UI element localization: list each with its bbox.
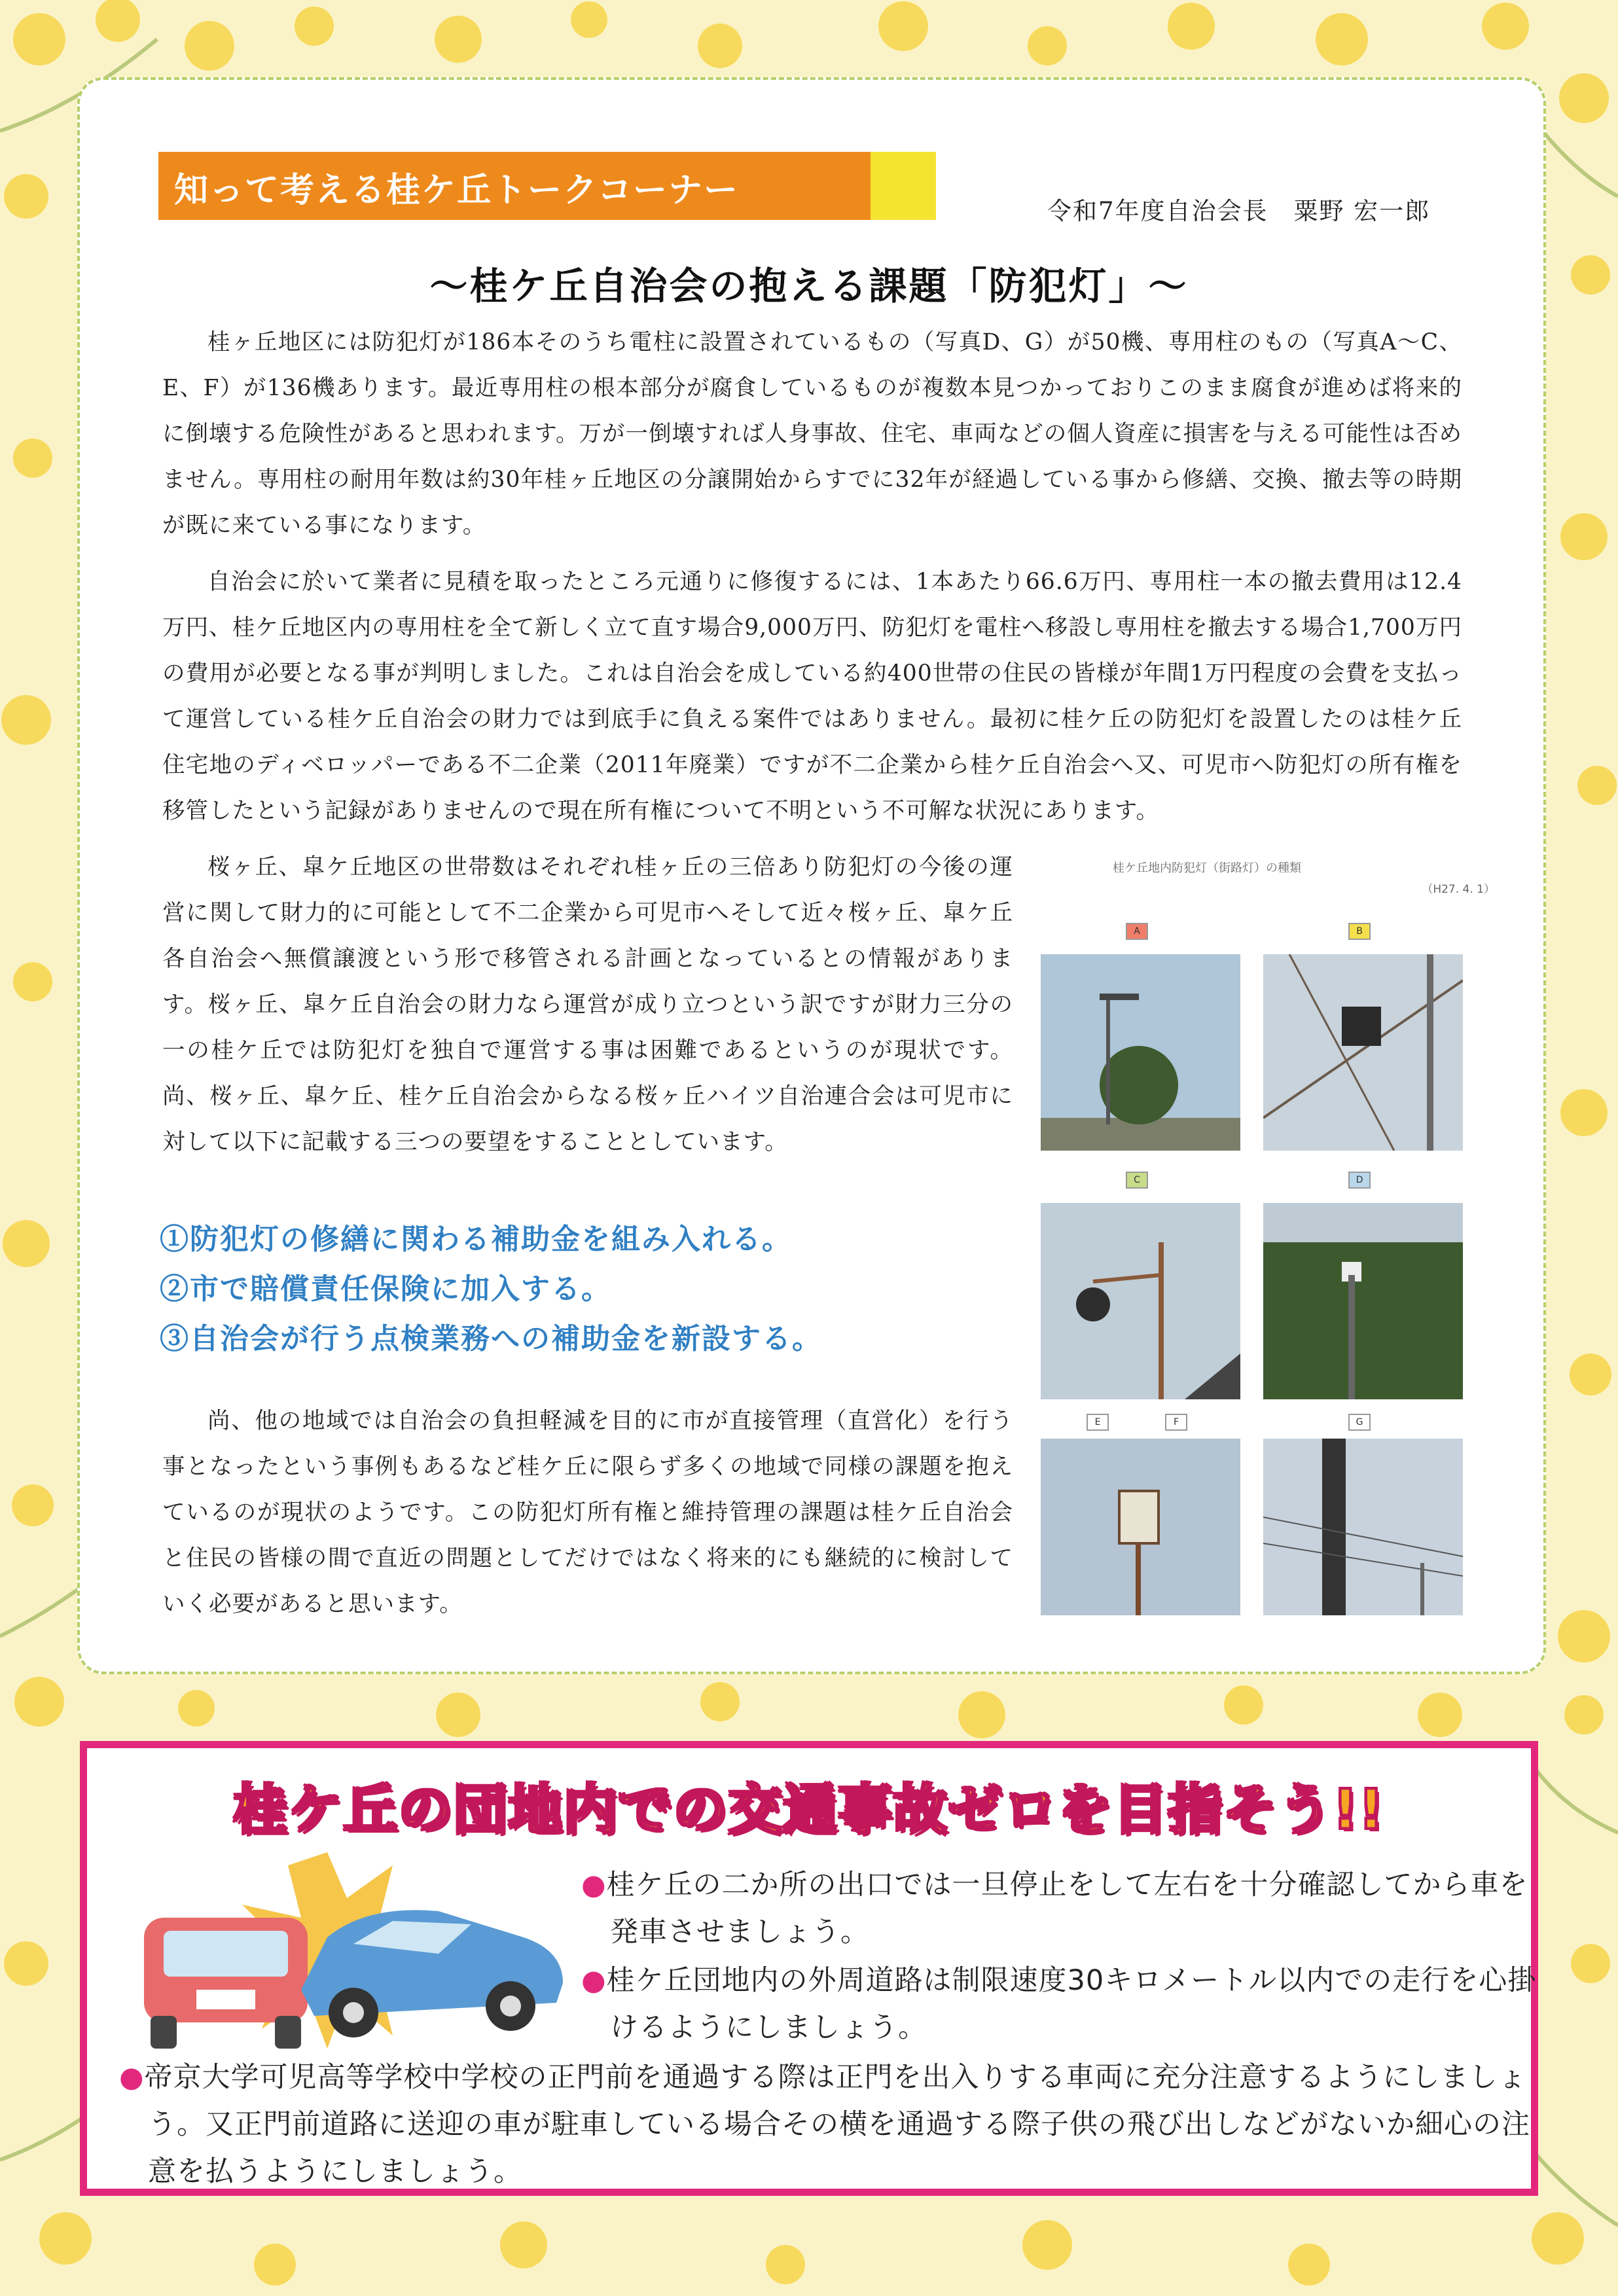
car-crash-illustration xyxy=(131,1839,576,2055)
photo-label: B xyxy=(1348,923,1371,940)
banner-title: 知って考える桂ケ丘トークコーナー xyxy=(174,171,739,210)
banner-accent xyxy=(871,152,936,220)
photo-a xyxy=(1041,954,1240,1151)
bullet-dot: ● xyxy=(581,1964,607,1997)
photo-label: F xyxy=(1165,1414,1187,1431)
red-car-icon xyxy=(144,1918,308,2049)
article-title: ～桂ケ丘自治会の抱える課題「防犯灯」～ xyxy=(429,264,1189,308)
bullet-text: 桂ケ丘の二か所の出口では一旦停止をして左右を十分確認してから車を発車させましょう。 xyxy=(606,1869,1528,1948)
figure-caption: 桂ケ丘地内防犯灯（街路灯）の種類 xyxy=(1113,861,1301,875)
article-paragraph: 尚、他の地域では自治会の負担軽減を目的に市が直接管理（直営化）を行う事となったという事例もあるなど桂ケ丘に限らず多くの地域で同様の課題を抱えているのが現状のようです。この防犯灯所有権と維持管理の課題は桂ケ丘自治会と住民の皆様の間で直近の問題としてだけではなく将来的にも継続的に検討していく必要があると思います。 xyxy=(162,1408,1013,1617)
photo-label: E xyxy=(1087,1414,1109,1431)
traffic-title: 桂ケ丘の団地内での交通事故ゼロを目指そう!! xyxy=(233,1779,1385,1841)
photo-b xyxy=(1263,954,1463,1151)
article-paragraph: 桂ヶ丘地区には防犯灯が186本そのうち電柱に設置されているもの（写真D、G）が50機、専用柱のもの（写真A～C、E、F）が136機あります。最近専用柱の根本部分が腐食しているものが複数本見つかっておりこのまま腐食が進めば将来的に倒壊する危険性があると思われます。万が一倒壊すれば人身事故、住宅、車両などの個人資産に損害を与える可能性は否めません。専用柱の耐用年数は約30年桂ヶ丘地区の分譲開始からすでに32年が経過している事から修繕、交換、撤去等の時期が既に来ている事になります。 xyxy=(162,329,1462,539)
figure-date: （H27. 4. 1） xyxy=(1422,883,1495,896)
photo-ef xyxy=(1041,1439,1240,1615)
photo-label: C xyxy=(1126,1172,1148,1189)
talk-corner-banner xyxy=(158,152,936,220)
request-item: ③自治会が行う点検業務への補助金を新設する。 xyxy=(160,1322,822,1355)
author-credit: 令和7年度自治会長 粟野 宏一郎 xyxy=(1047,197,1431,225)
request-list xyxy=(160,1215,822,1364)
photo-label: A xyxy=(1126,923,1148,940)
bullet-text: 帝京大学可児高等学校中学校の正門前を通過する際は正門を出入りする車両に充分注意するようにしましょう。又正門前道路に送迎の車が駐車している場合その横を通過する際子供の飛び出しなどがないか細心の注意を払うようにしましょう。 xyxy=(144,2061,1530,2188)
traffic-bullet xyxy=(581,1861,1546,1956)
request-item: ②市で賠償責任保険に加入する。 xyxy=(160,1272,611,1306)
request-item: ①防犯灯の修繕に関わる補助金を組み入れる。 xyxy=(160,1223,792,1256)
bullet-dot: ● xyxy=(119,2061,145,2094)
photo-g xyxy=(1263,1439,1463,1615)
article-paragraph: 桜ヶ丘、皐ケ丘地区の世帯数はそれぞれ桂ヶ丘の三倍あり防犯灯の今後の運営に関して財力的に可能として不二企業から可児市へそして近々桜ヶ丘、皐ケ丘各自治会へ無償譲渡という形で移管される計画となっているとの情報があります。桜ヶ丘、皐ケ丘自治会の財力なら運営が成り立つという訳ですが財力三分の一の桂ケ丘では防犯灯を独自で運営する事は困難であるというのが現状です。尚、桜ヶ丘、皐ケ丘、桂ケ丘自治会からなる桜ヶ丘ハイツ自治連合会は可児市に対して以下に記載する三つの要望をすることとしています。 xyxy=(162,854,1013,1155)
photo-label: G xyxy=(1348,1414,1371,1431)
photo-c xyxy=(1041,1203,1240,1399)
photo-label: D xyxy=(1348,1172,1371,1189)
traffic-bullet xyxy=(581,1957,1546,2051)
bullet-dot: ● xyxy=(581,1869,607,1901)
bullet-text: 桂ケ丘団地内の外周道路は制限速度30キロメートル以内での走行を心掛けるようにしましょう。 xyxy=(606,1964,1537,2044)
streetlight-figure xyxy=(1028,851,1499,1614)
blue-car-icon xyxy=(301,1910,563,2037)
traffic-bullet xyxy=(119,2054,1536,2195)
photo-d xyxy=(1263,1203,1463,1399)
article-paragraph: 自治会に於いて業者に見積を取ったところ元通りに修復するには、1本あたり66.6万円、専用柱一本の撤去費用は12.4万円、桂ケ丘地区内の専用柱を全て新しく立て直す場合9,000万円、防犯灯を電柱へ移設し専用柱を撤去する場合1,700万円の費用が必要となる事が判明しました。これは自治会を成している約400世帯の住民の皆様が年間1万円程度の会費を支払って運営している桂ケ丘自治会の財力では到底手に負える案件ではありません。最初に桂ケ丘の防犯灯を設置したのは桂ケ丘住宅地のディベロッパーである不二企業（2011年廃業）ですが不二企業から桂ケ丘自治会へ又、可児市へ防犯灯の所有権を移管したという記録がありませんので現在所有権について不明という不可解な状況にあります。 xyxy=(162,569,1462,824)
